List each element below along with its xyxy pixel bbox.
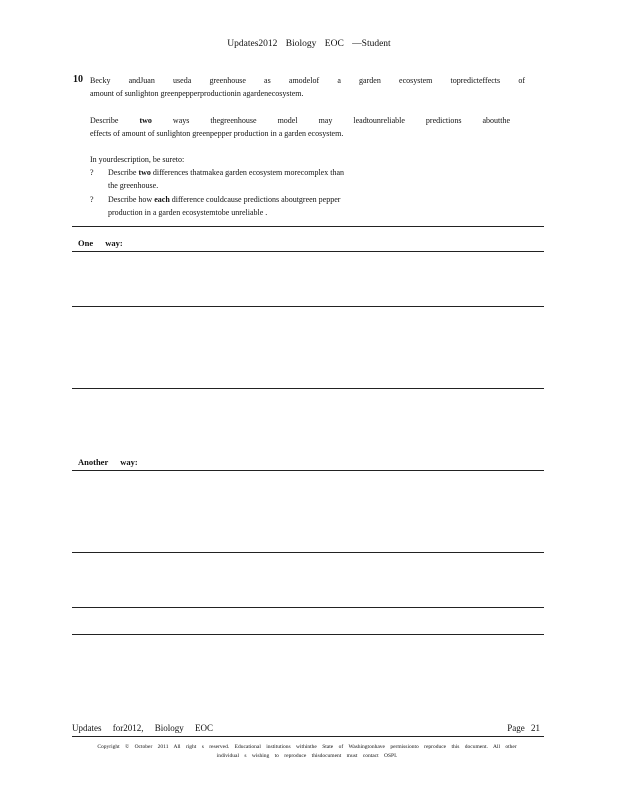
- answer-label-another: Another way:: [78, 457, 138, 467]
- bullet-1-text: [108, 166, 488, 192]
- bullet-2-post: difference couldcause predictions aboutgreen pepper: [171, 195, 341, 204]
- prompt-line-2: amount of sunlighton greenpepperproductionin agardenecosystem.: [90, 89, 304, 98]
- description-intro: In yourdescription, be sureto:: [90, 155, 185, 164]
- bullet-2-line-2: production in a garden ecosystemtobe unreliable .: [108, 208, 268, 217]
- footer-title: Updates for2012, Biology EOC: [72, 723, 213, 733]
- bullet-1-marker: ?: [90, 168, 94, 177]
- copyright-notice: Copyright © October 2011 All right s reserved. Educational institutions withinthe State of Washingtonhave permissionto reproduce this document. All other individual s wishing to reproduce thisdocument must contact OSPI.: [97, 744, 517, 759]
- describe-instruction: [90, 114, 510, 140]
- answer-line[interactable]: [72, 388, 544, 389]
- describe-emphasis: two: [139, 116, 152, 125]
- describe-line-2: effects of amount of sunlighton greenpepper production in a garden ecosystem.: [90, 129, 344, 138]
- answer-label-one: One way:: [78, 238, 123, 248]
- prompt-line-1: Becky andJuan useda greenhouse as amodelof a garden ecosystem topredicteffects of: [90, 76, 525, 85]
- bullet-1-post: differences thatmakea garden ecosystem morecomplex than: [152, 168, 344, 177]
- answer-line[interactable]: [72, 251, 544, 252]
- answer-line[interactable]: [72, 306, 544, 307]
- answer-divider: [72, 226, 544, 227]
- bullet-2-marker: ?: [90, 195, 94, 204]
- page-header: Updates2012 Biology EOC —Student: [227, 39, 391, 49]
- footer-divider: [72, 736, 544, 737]
- bullet-1-pre: Describe: [108, 168, 137, 177]
- answer-line[interactable]: [72, 552, 544, 553]
- question-number: 10: [73, 74, 83, 85]
- answer-line[interactable]: [72, 470, 544, 471]
- bullet-2-emphasis: each: [154, 195, 170, 204]
- page-number: Page 21: [507, 723, 540, 733]
- answer-line[interactable]: [72, 607, 544, 608]
- describe-line-1: [90, 114, 510, 127]
- bullet-1-line-2: the greenhouse.: [108, 181, 159, 190]
- answer-line[interactable]: [72, 634, 544, 635]
- question-prompt: [90, 74, 525, 100]
- describe-word: Describe: [90, 116, 119, 125]
- bullet-1-emphasis: two: [138, 168, 151, 177]
- bullet-2-pre: Describe how: [108, 195, 153, 204]
- describe-rest: ways thegreenhouse model may leadtounreliable predictions aboutthe: [172, 116, 511, 125]
- bullet-2-text: [108, 193, 488, 219]
